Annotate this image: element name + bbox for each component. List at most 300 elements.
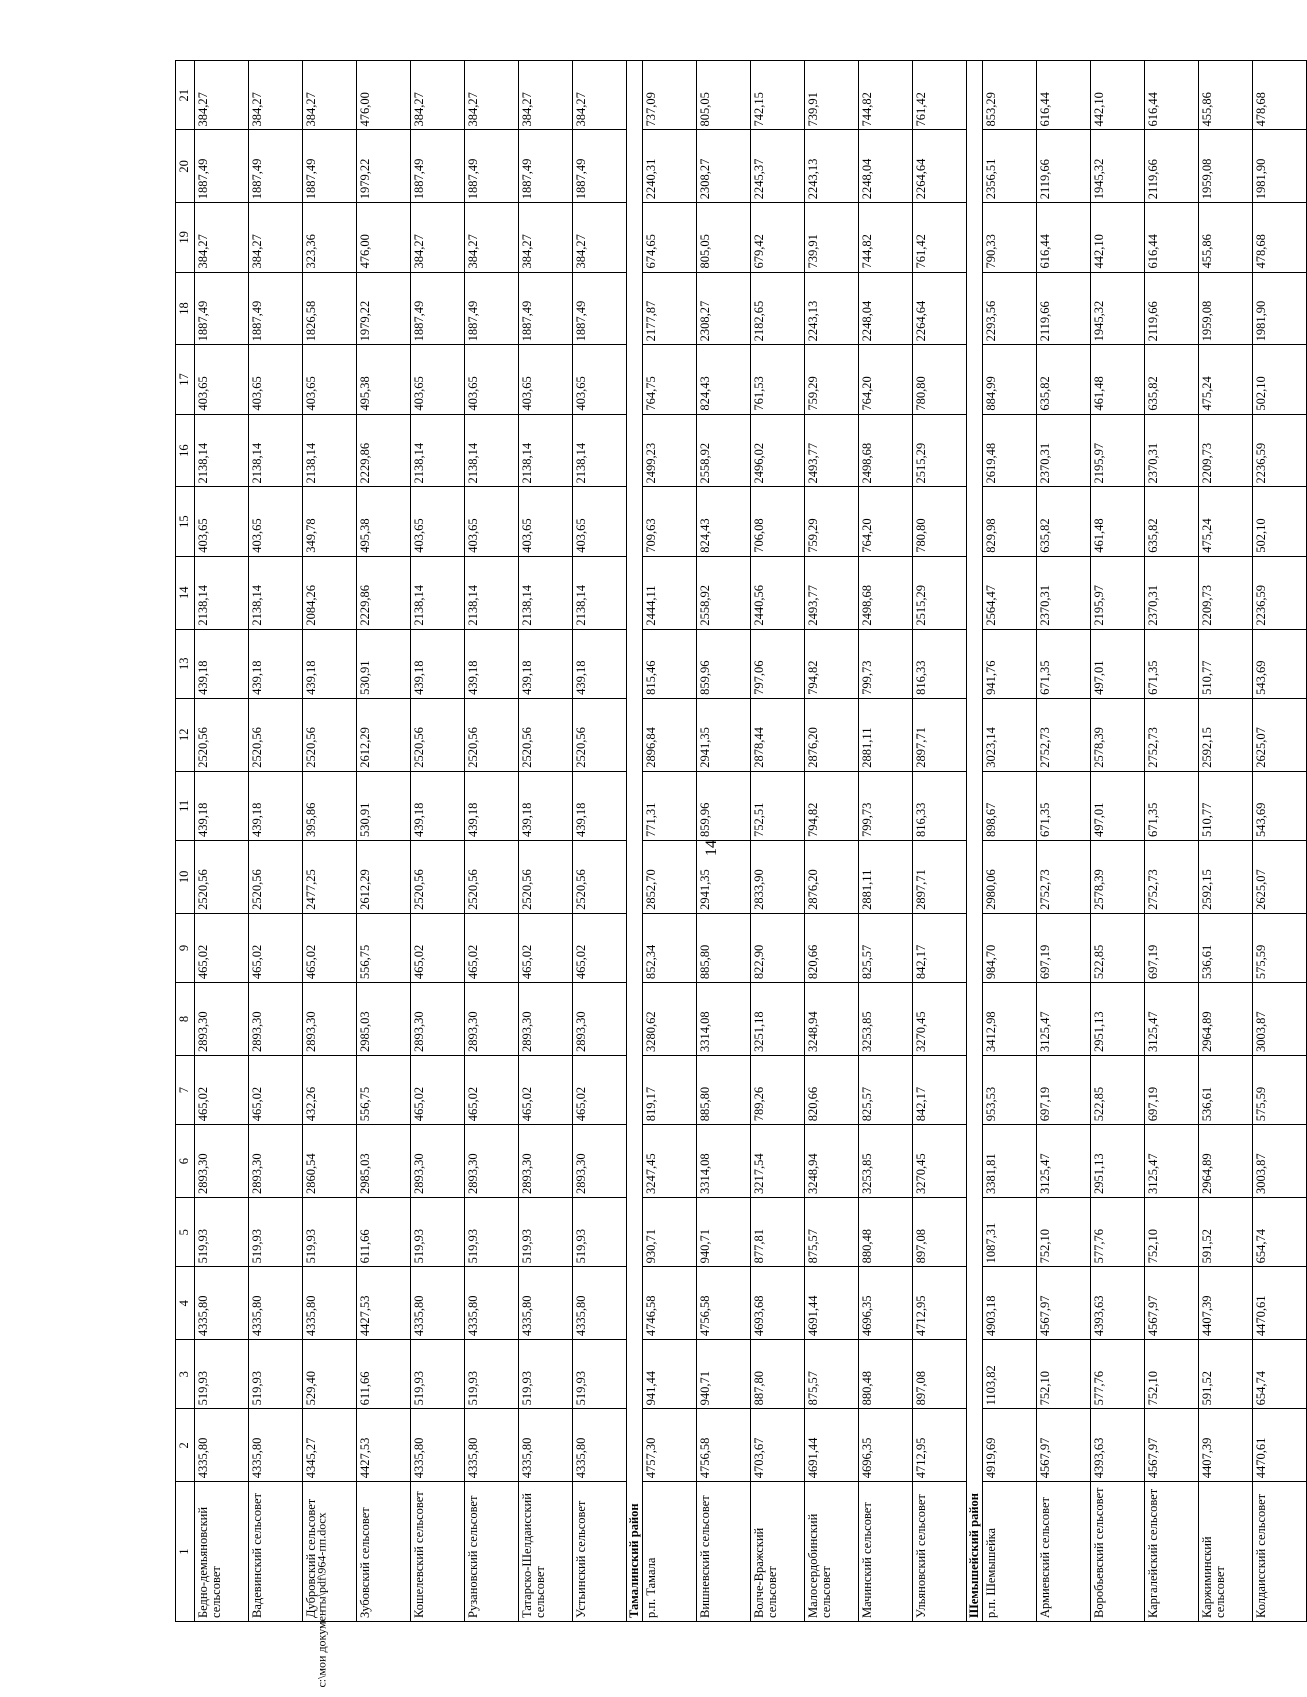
table-cell: 2520,56 [519,840,573,913]
table-cell: 2558,92 [697,414,751,487]
table-cell: 497,01 [1091,629,1145,698]
table-cell: 403,65 [303,345,357,414]
column-header: 5 [176,1198,195,1267]
row-name: Воробьевский сельсовет [1091,1482,1145,1622]
table-cell: 789,26 [751,1055,805,1124]
table-row [983,61,1037,1622]
table-cell: 3280,62 [643,983,697,1056]
column-header: 7 [176,1055,195,1124]
table-cell: 2520,56 [249,698,303,771]
table-cell: 465,02 [249,1055,303,1124]
table-cell: 4567,97 [1037,1409,1091,1482]
table-cell: 3314,08 [697,983,751,1056]
table-cell: 761,53 [751,345,805,414]
table-cell: 2138,14 [519,556,573,629]
table-cell: 940,71 [697,1340,751,1409]
table-cell: 1887,49 [303,130,357,203]
table-cell: 461,48 [1091,345,1145,414]
table-cell: 465,02 [519,1055,573,1124]
table-cell: 2515,29 [913,556,967,629]
table-cell: 4696,35 [859,1409,913,1482]
table-cell: 1887,49 [195,130,249,203]
column-header: 4 [176,1267,195,1340]
table-cell: 510,77 [1199,629,1253,698]
table-cell: 737,09 [643,61,697,130]
table-cell: 2520,56 [303,698,357,771]
table-cell: 674,65 [643,203,697,272]
table-cell: 3248,94 [805,1125,859,1198]
table-cell: 2119,66 [1037,272,1091,345]
table-cell: 403,65 [573,345,627,414]
table-cell: 2477,25 [303,840,357,913]
table-cell: 2876,20 [805,840,859,913]
table-cell: 635,82 [1037,345,1091,414]
table-cell: 3270,45 [913,1125,967,1198]
table-cell: 4335,80 [411,1267,465,1340]
table-cell: 2182,65 [751,272,805,345]
table-row [1253,61,1307,1622]
row-name: Бедно-демьяновский сельсовет [195,1482,249,1622]
table-cell: 885,80 [697,1055,751,1124]
row-name: Каржиминский сельсовет [1199,1482,1253,1622]
row-name: Татарско-Шелдаисский сельсовет [519,1482,573,1622]
table-cell: 3023,14 [983,698,1037,771]
table-cell: 679,42 [751,203,805,272]
table-cell: 797,06 [751,629,805,698]
table-cell: 495,38 [357,345,411,414]
table-cell: 2356,51 [983,130,1037,203]
table-cell: 2444,11 [643,556,697,629]
table-cell: 465,02 [519,913,573,982]
table-cell: 1887,49 [249,272,303,345]
table-cell: 2138,14 [249,414,303,487]
table-cell: 2893,30 [411,983,465,1056]
table-cell: 2138,14 [573,556,627,629]
table-cell: 4693,68 [751,1267,805,1340]
table-cell: 2493,77 [805,414,859,487]
table-cell: 2138,14 [519,414,573,487]
table-cell: 1959,08 [1199,130,1253,203]
table-cell: 1945,32 [1091,272,1145,345]
table-row [1091,61,1145,1622]
table-cell: 4407,39 [1199,1409,1253,1482]
table-cell: 4335,80 [573,1267,627,1340]
table-cell: 759,29 [805,487,859,556]
table-cell: 2964,89 [1199,983,1253,1056]
table-cell: 616,44 [1037,203,1091,272]
table-cell: 2893,30 [465,1125,519,1198]
table-cell: 2520,56 [249,840,303,913]
table-cell: 403,65 [195,345,249,414]
table-cell: 1887,49 [465,130,519,203]
row-name: р.п. Шемышейка [983,1482,1037,1622]
table-cell: 2498,68 [859,556,913,629]
table-cell: 825,57 [859,1055,913,1124]
tariff-table [175,60,1307,1622]
table-cell: 395,86 [303,771,357,840]
table-cell: 2893,30 [303,983,357,1056]
table-cell: 2896,84 [643,698,697,771]
table-cell: 2893,30 [519,983,573,1056]
table-cell: 2625,07 [1253,840,1307,913]
table-cell: 1887,49 [411,272,465,345]
table-cell: 2564,47 [983,556,1037,629]
table-cell: 465,02 [303,913,357,982]
column-header: 20 [176,130,195,203]
table-cell: 816,33 [913,629,967,698]
table-cell: 752,10 [1037,1198,1091,1267]
column-header: 14 [176,556,195,629]
table-cell: 764,20 [859,487,913,556]
table-cell: 577,76 [1091,1198,1145,1267]
table-cell: 1979,22 [357,272,411,345]
table-cell: 842,17 [913,913,967,982]
table-row [357,61,411,1622]
table-cell: 439,18 [465,771,519,840]
table-cell: 2520,56 [573,698,627,771]
table-cell: 502,10 [1253,345,1307,414]
table-cell: 502,10 [1253,487,1307,556]
row-name: Мачинский сельсовет [859,1482,913,1622]
table-cell: 536,61 [1199,1055,1253,1124]
table-cell: 439,18 [195,629,249,698]
table-cell: 519,93 [249,1340,303,1409]
table-cell: 519,93 [519,1340,573,1409]
table-cell: 829,98 [983,487,1037,556]
table-cell: 529,40 [303,1340,357,1409]
table-cell: 2499,23 [643,414,697,487]
table-cell: 2893,30 [195,983,249,1056]
table-cell: 575,59 [1253,913,1307,982]
table-cell: 519,93 [303,1198,357,1267]
table-cell: 4567,97 [1145,1267,1199,1340]
table-cell: 403,65 [519,487,573,556]
table-cell: 556,75 [357,1055,411,1124]
table-row [1037,61,1091,1622]
table-cell: 799,73 [859,771,913,840]
table-cell: 475,24 [1199,345,1253,414]
table-cell: 2897,71 [913,840,967,913]
table-cell: 875,57 [805,1198,859,1267]
table-cell: 2578,39 [1091,698,1145,771]
table-row [465,61,519,1622]
row-name: Рузановский сельсовет [465,1482,519,1622]
row-name: Ульяновский сельсовет [913,1482,967,1622]
table-cell: 519,93 [465,1340,519,1409]
row-name: Дубровский сельсовет [303,1482,357,1622]
table-cell: 4427,53 [357,1409,411,1482]
table-cell: 940,71 [697,1198,751,1267]
table-row [859,61,913,1622]
table-cell: 510,77 [1199,771,1253,840]
table-cell: 4746,58 [643,1267,697,1340]
table-cell: 2893,30 [519,1125,573,1198]
table-cell: 2897,71 [913,698,967,771]
table-cell: 439,18 [411,629,465,698]
row-name: Зубовский сельсовет [357,1482,411,1622]
table-cell: 519,93 [249,1198,303,1267]
table-cell: 1887,49 [195,272,249,345]
table-cell: 671,35 [1037,771,1091,840]
table-cell: 799,73 [859,629,913,698]
rotated-table-container [175,60,1268,1622]
table-cell: 2515,29 [913,414,967,487]
table-cell: 519,93 [195,1198,249,1267]
table-cell: 384,27 [465,61,519,130]
table-cell: 2625,07 [1253,698,1307,771]
table-cell: 1826,58 [303,272,357,345]
table-cell: 384,27 [195,61,249,130]
column-header: 21 [176,61,195,130]
table-cell: 825,57 [859,913,913,982]
table-cell: 2941,35 [697,840,751,913]
table-cell: 1887,49 [249,130,303,203]
table-cell: 519,93 [411,1198,465,1267]
table-cell: 476,00 [357,61,411,130]
table-cell: 739,91 [805,203,859,272]
table-cell: 522,85 [1091,1055,1145,1124]
table-cell: 439,18 [573,771,627,840]
table-cell: 771,31 [643,771,697,840]
table-cell: 465,02 [465,1055,519,1124]
table-cell: 4757,30 [643,1409,697,1482]
table-cell: 2592,15 [1199,698,1253,771]
table-cell: 887,80 [751,1340,805,1409]
table-cell: 697,19 [1145,913,1199,982]
table-cell: 875,57 [805,1340,859,1409]
table-cell: 519,93 [195,1340,249,1409]
table-cell: 709,63 [643,487,697,556]
table-cell: 2248,04 [859,130,913,203]
table-cell: 432,26 [303,1055,357,1124]
table-row [573,61,627,1622]
table-cell: 439,18 [519,629,573,698]
table-cell: 495,38 [357,487,411,556]
table-cell: 4903,18 [983,1267,1037,1340]
column-header: 1 [176,1482,195,1622]
table-cell: 3412,98 [983,983,1037,1056]
table-cell: 1945,32 [1091,130,1145,203]
table-cell: 2964,89 [1199,1125,1253,1198]
table-cell: 805,05 [697,203,751,272]
table-cell: 2752,73 [1037,840,1091,913]
table-cell: 519,93 [465,1198,519,1267]
table-cell: 403,65 [249,345,303,414]
table-cell: 2264,64 [913,272,967,345]
table-cell: 671,35 [1037,629,1091,698]
table-cell: 2195,97 [1091,556,1145,629]
column-header: 18 [176,272,195,345]
table-cell: 4712,95 [913,1267,967,1340]
table-row [697,61,751,1622]
row-name: Вадевинский сельсовет [249,1482,303,1622]
table-cell: 2248,04 [859,272,913,345]
table-cell: 761,42 [913,61,967,130]
row-name: Каргалейский сельсовет [1145,1482,1199,1622]
table-cell: 2893,30 [411,1125,465,1198]
footer-file-path: c:\мои документы\pdf\964-пп.docx [314,1512,329,1688]
table-cell: 898,67 [983,771,1037,840]
table-cell: 2619,48 [983,414,1037,487]
table-cell: 2498,68 [859,414,913,487]
table-cell: 2860,54 [303,1125,357,1198]
row-name: Малосердобинский сельсовет [805,1482,859,1622]
table-cell: 2520,56 [573,840,627,913]
table-cell: 820,66 [805,1055,859,1124]
table-cell: 4712,95 [913,1409,967,1482]
table-cell: 2243,13 [805,272,859,345]
table-cell: 403,65 [195,487,249,556]
table-cell: 2138,14 [411,414,465,487]
table-cell: 2520,56 [195,840,249,913]
table-cell: 706,08 [751,487,805,556]
table-cell: 2980,06 [983,840,1037,913]
table-cell: 384,27 [249,203,303,272]
table-cell: 403,65 [411,345,465,414]
table-cell: 403,65 [465,345,519,414]
table-cell: 941,76 [983,629,1037,698]
table-cell: 519,93 [411,1340,465,1409]
column-header: 8 [176,983,195,1056]
table-cell: 824,43 [697,345,751,414]
table-cell: 530,91 [357,771,411,840]
column-header: 10 [176,840,195,913]
table-cell: 3125,47 [1037,1125,1091,1198]
table-cell: 885,80 [697,913,751,982]
table-cell: 2245,37 [751,130,805,203]
table-cell: 819,17 [643,1055,697,1124]
table-row [411,61,465,1622]
table-row [1145,61,1199,1622]
table-row [913,61,967,1622]
table-cell: 591,52 [1199,1340,1253,1409]
table-cell: 465,02 [249,913,303,982]
table-cell: 2229,86 [357,414,411,487]
table-cell: 4335,80 [573,1409,627,1482]
table-cell: 2119,66 [1145,272,1199,345]
table-cell: 4919,69 [983,1409,1037,1482]
table-cell: 455,86 [1199,61,1253,130]
table-cell: 2612,29 [357,840,411,913]
table-row [1199,61,1253,1622]
table-cell: 3003,87 [1253,983,1307,1056]
table-cell: 2209,73 [1199,556,1253,629]
table-cell: 4335,80 [195,1409,249,1482]
table-cell: 384,27 [573,203,627,272]
table-cell: 1959,08 [1199,272,1253,345]
table-cell: 476,00 [357,203,411,272]
table-cell: 3270,45 [913,983,967,1056]
table-cell: 2893,30 [249,1125,303,1198]
table-cell: 2440,56 [751,556,805,629]
column-header: 2 [176,1409,195,1482]
table-cell: 384,27 [411,203,465,272]
table-cell: 439,18 [573,629,627,698]
table-row [751,61,805,1622]
table-cell: 530,91 [357,629,411,698]
table-cell: 3253,85 [859,1125,913,1198]
table-cell: 1887,49 [519,130,573,203]
table-cell: 349,78 [303,487,357,556]
table-cell: 816,33 [913,771,967,840]
table-cell: 519,93 [573,1340,627,1409]
row-name: Вишневский сельсовет [697,1482,751,1622]
table-cell: 543,69 [1253,771,1307,840]
table-cell: 2592,15 [1199,840,1253,913]
table-cell: 654,74 [1253,1340,1307,1409]
row-name: Устьинский сельсовет [573,1482,627,1622]
column-header: 9 [176,913,195,982]
table-cell: 2264,64 [913,130,967,203]
column-header: 6 [176,1125,195,1198]
table-cell: 1981,90 [1253,272,1307,345]
table-cell: 1887,49 [465,272,519,345]
section-title: Шемышейский район [967,61,983,1622]
table-cell: 2370,31 [1037,556,1091,629]
table-cell: 744,82 [859,203,913,272]
table-cell: 4393,63 [1091,1409,1145,1482]
table-cell: 403,65 [411,487,465,556]
section-header-row [627,61,643,1622]
table-cell: 2941,35 [697,698,751,771]
table-cell: 465,02 [573,913,627,982]
table-cell: 2496,02 [751,414,805,487]
row-name: р.п. Тамала [643,1482,697,1622]
table-cell: 761,42 [913,203,967,272]
table-cell: 465,02 [411,1055,465,1124]
table-cell: 439,18 [249,771,303,840]
column-header: 15 [176,487,195,556]
table-cell: 442,10 [1091,61,1145,130]
table-cell: 2612,29 [357,698,411,771]
table-cell: 697,19 [1145,1055,1199,1124]
table-cell: 1103,82 [983,1340,1037,1409]
table-cell: 577,76 [1091,1340,1145,1409]
table-cell: 2084,26 [303,556,357,629]
table-cell: 739,91 [805,61,859,130]
table-cell: 4691,44 [805,1267,859,1340]
table-cell: 611,66 [357,1340,411,1409]
table-cell: 384,27 [411,61,465,130]
table-cell: 4335,80 [249,1267,303,1340]
table-cell: 671,35 [1145,629,1199,698]
table-cell: 4335,80 [519,1267,573,1340]
table-cell: 2752,73 [1145,698,1199,771]
section-title: Тамалинский район [627,61,643,1622]
table-cell: 2558,92 [697,556,751,629]
table-cell: 1887,49 [573,130,627,203]
table-cell: 2177,87 [643,272,697,345]
row-name: Колдаисский сельсовет [1253,1482,1307,1622]
table-cell: 455,86 [1199,203,1253,272]
table-cell: 384,27 [303,61,357,130]
table-cell: 752,51 [751,771,805,840]
table-cell: 2852,70 [643,840,697,913]
table-cell: 4335,80 [519,1409,573,1482]
table-cell: 2520,56 [465,840,519,913]
table-cell: 2138,14 [249,556,303,629]
table-row [805,61,859,1622]
table-cell: 3003,87 [1253,1125,1307,1198]
table-cell: 4756,58 [697,1267,751,1340]
table-cell: 780,80 [913,487,967,556]
column-header: 13 [176,629,195,698]
table-cell: 384,27 [249,61,303,130]
table-cell: 465,02 [465,913,519,982]
table-cell: 556,75 [357,913,411,982]
table-cell: 519,93 [519,1198,573,1267]
table-cell: 3381,81 [983,1125,1037,1198]
